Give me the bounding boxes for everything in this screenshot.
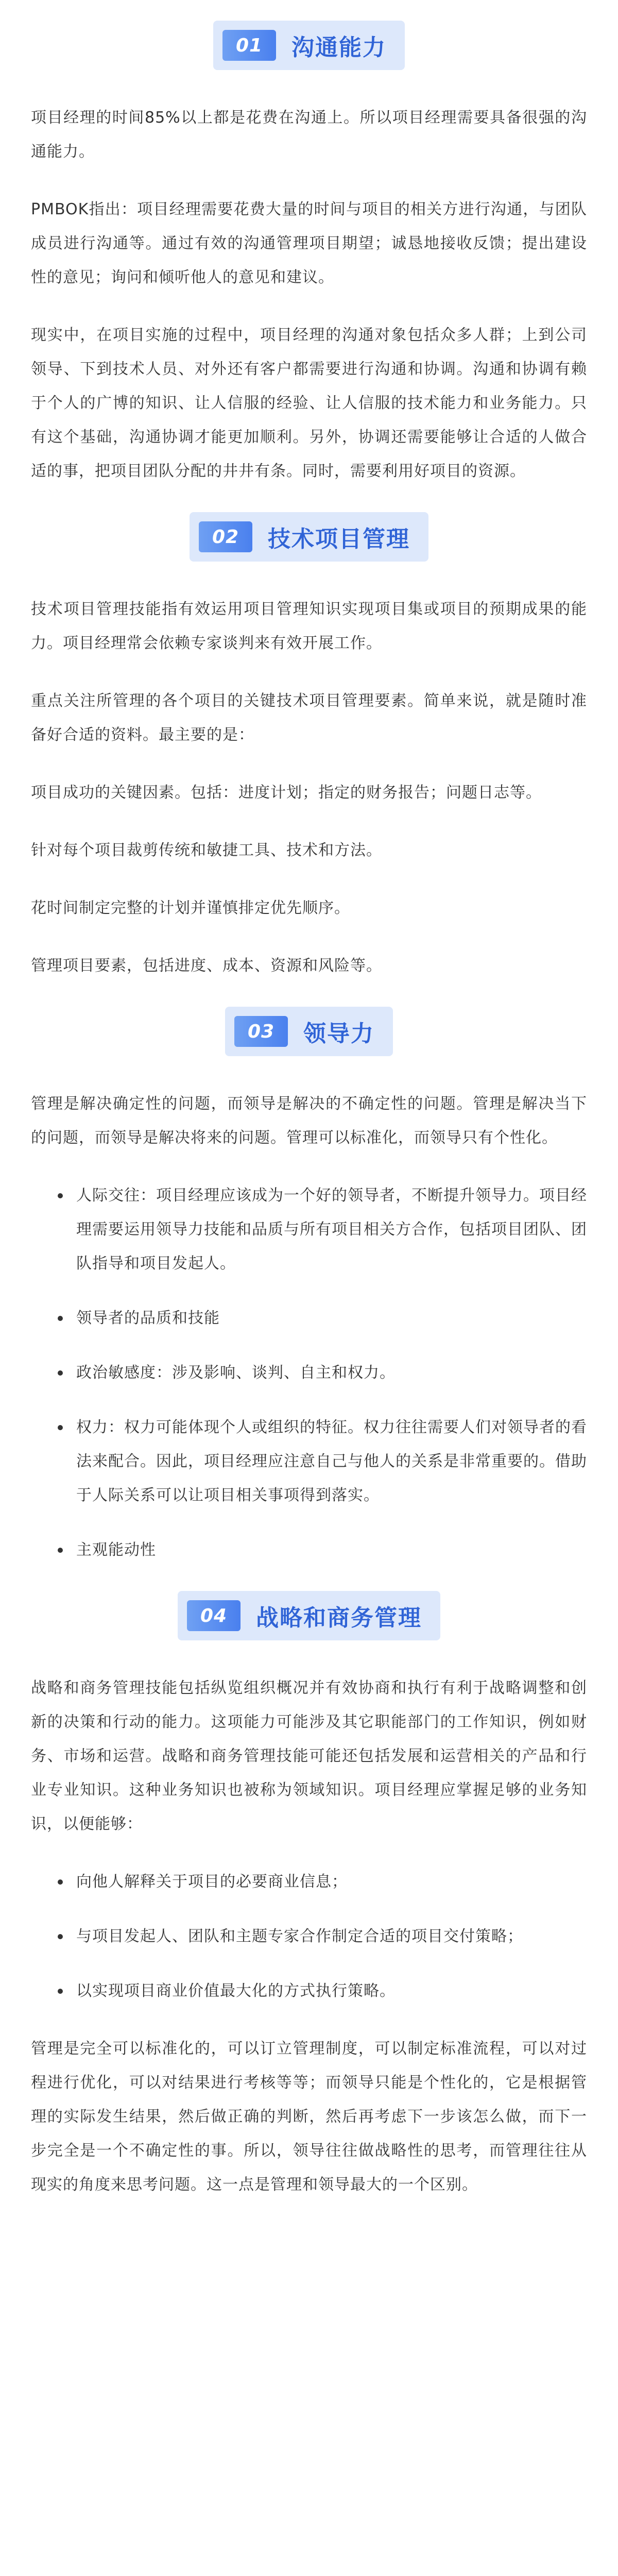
section-title: 战略和商务管理 <box>256 1605 422 1631</box>
section-strategy-business <box>31 1591 587 2202</box>
section-communication <box>31 21 587 488</box>
section-heading <box>190 512 428 562</box>
section-title: 领导力 <box>303 1021 375 1047</box>
article-content <box>31 21 587 2202</box>
paragraph: 技术项目管理技能指有效运用项目管理知识实现项目集或项目的预期成果的能力。项目经理常会依赖专家谈判来有效开展工作。 <box>31 600 587 652</box>
section-heading-wrap <box>31 512 587 562</box>
paragraph: 管理项目要素，包括进度、成本、资源和风险等。 <box>31 957 382 975</box>
section-number-badge: 04 <box>187 1600 241 1631</box>
list-item: 权力：权力可能体现个人或组织的特征。权力往往需要人们对领导者的看法来配合。因此，项目经理应注意自己与他人的关系是非常重要的。借助于人际关系可以让项目相关事项得到落实。 <box>58 1411 587 1513</box>
section-leadership <box>31 1007 587 1567</box>
bullet-list <box>31 1865 587 2008</box>
section-heading <box>213 21 405 70</box>
section-heading-wrap <box>31 1591 587 1640</box>
section-number-badge: 01 <box>222 30 276 61</box>
paragraph: 现实中，在项目实施的过程中，项目经理的沟通对象包括众多人群；上到公司领导、下到技术人员、对外还有客户都需要进行沟通和协调。沟通和协调有赖于个人的广博的知识、让人信服的经验、让人信服的技术能力和业务能力。只有这个基础，沟通协调才能更加顺利。另外，协调还需要能够让合适的人做合适的事，把项目团队分配的井井有条。同时，需要利用好项目的资源。 <box>31 326 587 480</box>
list-item: 以实现项目商业价值最大化的方式执行策略。 <box>58 1974 587 2008</box>
section-heading <box>178 1591 440 1640</box>
list-item: 领导者的品质和技能 <box>58 1301 587 1335</box>
section-title: 沟通能力 <box>291 35 387 61</box>
list-item: 与项目发起人、团队和主题专家合作制定合适的项目交付策略； <box>58 1920 587 1954</box>
section-title: 技术项目管理 <box>268 526 410 552</box>
paragraph: 重点关注所管理的各个项目的关键技术项目管理要素。简单来说，就是随时准备好合适的资料。最主要的是： <box>31 692 587 744</box>
section-number-badge: 02 <box>199 521 252 552</box>
section-number-badge: 03 <box>234 1016 288 1047</box>
section-heading-wrap <box>31 1007 587 1056</box>
section-technical-pm <box>31 512 587 983</box>
list-item: 人际交往：项目经理应该成为一个好的领导者，不断提升领导力。项目经理需要运用领导力技能和品质与所有项目相关方合作，包括项目团队、团队指导和项目发起人。 <box>58 1179 587 1281</box>
section-heading-wrap <box>31 21 587 70</box>
paragraph: 战略和商务管理技能包括纵览组织概况并有效协商和执行有利于战略调整和创新的决策和行动的能力。这项能力可能涉及其它职能部门的工作知识，例如财务、市场和运营。战略和商务管理技能可能还包括发展和运营相关的产品和行业专业知识。这种业务知识也被称为领域知识。项目经理应掌握足够的业务知识，以便能够： <box>31 1679 587 1833</box>
list-item: 向他人解释关于项目的必要商业信息； <box>58 1865 587 1899</box>
list-item: 政治敏感度：涉及影响、谈判、自主和权力。 <box>58 1356 587 1390</box>
list-item: 主观能动性 <box>58 1533 587 1567</box>
paragraph: 项目经理的时间85%以上都是花费在沟通上。所以项目经理需要具备很强的沟通能力。 <box>31 109 587 161</box>
paragraph: 项目成功的关键因素。包括：进度计划；指定的财务报告；问题日志等。 <box>31 784 542 802</box>
paragraph: 花时间制定完整的计划并谨慎排定优先顺序。 <box>31 899 350 917</box>
paragraph: 针对每个项目裁剪传统和敏捷工具、技术和方法。 <box>31 841 382 859</box>
paragraph: PMBOK指出：项目经理需要花费大量的时间与项目的相关方进行沟通，与团队成员进行沟通等。通过有效的沟通管理项目期望；诚恳地接收反馈；提出建设性的意见；询问和倾听他人的意见和建议。 <box>31 200 587 286</box>
paragraph: 管理是解决确定性的问题，而领导是解决的不确定性的问题。管理是解决当下的问题，而领导是解决将来的问题。管理可以标准化，而领导只有个性化。 <box>31 1095 587 1147</box>
section-heading <box>225 1007 393 1056</box>
closing-paragraph: 管理是完全可以标准化的，可以订立管理制度，可以制定标准流程，可以对过程进行优化，可以对结果进行考核等等；而领导只能是个性化的，它是根据管理的实际发生结果，然后做正确的判断，然后再考虑下一步该怎么做，而下一步完全是一个不确定性的事。所以，领导往往做战略性的思考，而管理往往从现实的角度来思考问题。这一点是管理和领导最大的一个区别。 <box>31 2040 587 2194</box>
bullet-list <box>31 1179 587 1567</box>
